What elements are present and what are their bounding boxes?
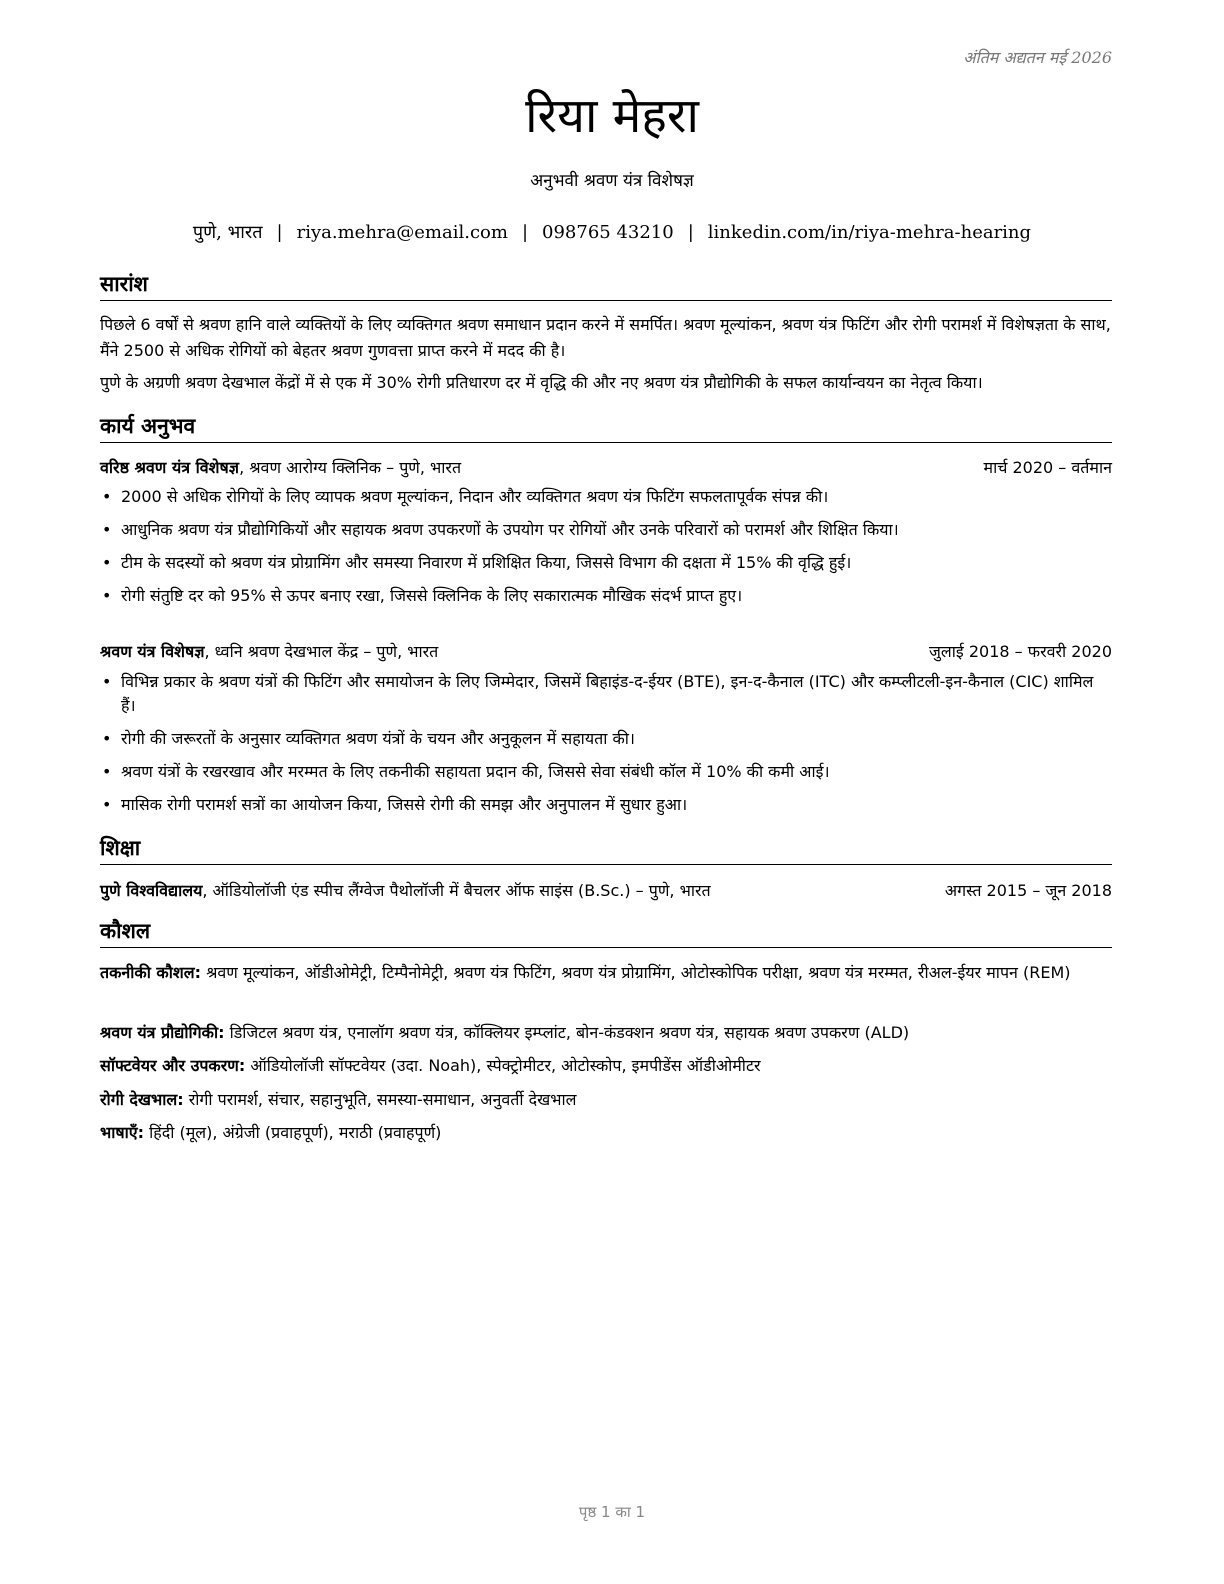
skill-label: तकनीकी कौशल: [100,963,201,982]
contact-linkedin[interactable]: linkedin.com/in/riya-mehra-hearing [707,222,1032,243]
page-number: पृष्ठ 1 का 1 [578,1503,646,1521]
skill-row [100,1020,1112,1046]
contact-separator: | [521,222,529,243]
contact-separator: | [687,222,694,243]
skill-label: सॉफ्टवेयर और उपकरण: [100,1056,246,1075]
list-item: • विभिन्न प्रकार के श्रवण यंत्रों की फिटिंग और समायोजन के लिए जिम्मेदार, जिसमें बिहाइंड-द-ईयर (BTE), इन-द-कैनाल (ITC) और कम्प्लीटली-इन-कैनाल (CIC) शामिल हैं। [100,670,1112,718]
list-item: • मासिक रोगी परामर्श सत्रों का आयोजन किया, जिससे रोगी की समझ और अनुपालन में सुधार हुआ। [100,793,1112,817]
contact-separator: | [276,222,283,243]
candidate-name: रिया मेहरा [525,88,699,144]
last-updated: अंतिम अद्यतन मई 2026 [963,48,1112,67]
section-title-experience: कार्य अनुभव [100,412,1112,443]
job-title-line [100,456,461,478]
section-title-education: शिक्षा [100,834,1112,865]
skill-row [100,1120,1112,1146]
skill-label: भाषाएँ: [100,1123,145,1142]
skill-value: श्रवण मूल्यांकन, ऑडीओमेट्री, टिम्पैनोमेट्री, श्रवण यंत्र फिटिंग, श्रवण यंत्र प्रोग्रामिंग, ओटोस्कोपिक परीक्षा, श्रवण यंत्र मरम्मत, रीअल-ईयर मापन (REM) [201,963,1071,982]
education-dates: अगस्त 2015 – जून 2018 [944,881,1112,900]
job-header [100,456,1112,478]
contact-email[interactable]: riya.mehra@email.com [296,222,508,243]
job-bullets [100,485,1112,617]
job-org: , ध्वनि श्रवण देखभाल केंद्र – पुणे, भारत [204,642,439,661]
list-item: • श्रवण यंत्रों के रखरखाव और मरम्मत के लिए तकनीकी सहायता प्रदान की, जिससे सेवा संबंधी कॉल में 10% की कमी आई। [100,760,1112,784]
skill-row [100,1087,1112,1113]
skill-row [100,960,1112,986]
list-item: • रोगी संतुष्टि दर को 95% से ऊपर बनाए रखा, जिससे क्लिनिक के लिए सकारात्मक मौखिक संदर्भ प्राप्त हुए। [100,584,1112,608]
summary-paragraph-1: पिछले 6 वर्षों से श्रवण हानि वाले व्यक्तियों के लिए व्यक्तिगत श्रवण समाधान प्रदान करने में समर्पित। श्रवण मूल्यांकन, श्रवण यंत्र फिटिंग और रोगी परामर्श में विशेषज्ञता के साथ, मैंने 2500 से अधिक रोगियों को बेहतर श्रवण गुणवत्ता प्राप्त करने में मदद की है। [100,315,1111,360]
contact-location: पुणे, भारत [192,222,263,243]
section-title-summary: सारांश [100,270,1112,301]
job-header [100,640,1112,662]
summary-paragraph-2: पुणे के अग्रणी श्रवण देखभाल केंद्रों में से एक में 30% रोगी प्रतिधारण दर में वृद्धि की और नए श्रवण यंत्र प्रौद्योगिकी के सफल कार्यान्वयन का नेतृत्व किया। [100,373,983,392]
skill-row [100,1053,1112,1079]
job-dates: मार्च 2020 – वर्तमान [983,458,1112,477]
job-bullets [100,670,1112,826]
education-degree: , ऑडियोलॉजी एंड स्पीच लैंग्वेज पैथोलॉजी में बैचलर ऑफ साइंस (B.Sc.) – पुणे, भारत [202,881,711,900]
skill-value: ऑडियोलॉजी सॉफ्टवेयर (उदा. Noah), स्पेक्ट्रोमीटर, ओटोस्कोप, इमपीडेंस ऑडीओमीटर [245,1056,761,1075]
headline: अनुभवी श्रवण यंत्र विशेषज्ञ [530,171,694,191]
job-role: श्रवण यंत्र विशेषज्ञ [100,642,205,661]
skill-label: रोगी देखभाल: [100,1090,184,1109]
skill-value: हिंदी (मूल), अंग्रेजी (प्रवाहपूर्ण), मराठी (प्रवाहपूर्ण) [144,1123,442,1142]
list-item: • टीम के सदस्यों को श्रवण यंत्र प्रोग्रामिंग और समस्या निवारण में प्रशिक्षित किया, जिससे विभाग की दक्षता में 15% की वृद्धि हुई। [100,551,1112,575]
job-role: वरिष्ठ श्रवण यंत्र विशेषज्ञ [100,458,240,477]
skill-label: श्रवण यंत्र प्रौद्योगिकी: [100,1023,225,1042]
list-item: • 2000 से अधिक रोगियों के लिए व्यापक श्रवण मूल्यांकन, निदान और व्यक्तिगत श्रवण यंत्र फिटिंग सफलतापूर्वक संपन्न की। [100,485,1112,509]
skill-value: डिजिटल श्रवण यंत्र, एनालॉग श्रवण यंत्र, कॉक्लियर इम्प्लांट, बोन-कंडक्शन श्रवण यंत्र, सहायक श्रवण उपकरण (ALD) [224,1023,910,1042]
job-org: , श्रवण आरोग्य क्लिनिक – पुणे, भारत [239,458,462,477]
list-item: • रोगी की जरूरतों के अनुसार व्यक्तिगत श्रवण यंत्रों के चयन और अनुकूलन में सहायता की। [100,727,1112,751]
education-line [100,879,711,901]
skill-value: रोगी परामर्श, संचार, सहानुभूति, समस्या-समाधान, अनुवर्ती देखभाल [183,1090,577,1109]
section-title-skills: कौशल [100,917,1112,948]
education-institution: पुणे विश्वविद्यालय [100,881,203,900]
list-item: • आधुनिक श्रवण यंत्र प्रौद्योगिकियों और सहायक श्रवण उपकरणों के उपयोग पर रोगियों और उनके परिवारों को परामर्श और शिक्षित किया। [100,518,1112,542]
education-entry [100,879,1112,901]
contact-line [0,220,1224,244]
job-dates: जुलाई 2018 – फरवरी 2020 [929,642,1112,661]
contact-phone: 098765 43210 [542,222,674,243]
job-title-line [100,640,438,662]
